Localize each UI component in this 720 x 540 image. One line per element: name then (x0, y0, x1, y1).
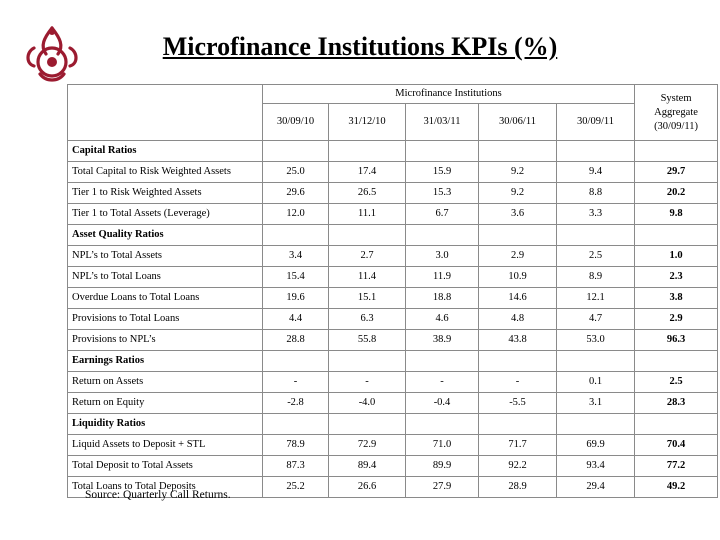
value-cell: 14.6 (479, 288, 557, 309)
table-row (68, 309, 718, 330)
value-cell: 55.8 (329, 330, 406, 351)
table-row (68, 456, 718, 477)
row-label: NPL’s to Total Assets (68, 246, 263, 267)
group-header-row (68, 85, 718, 104)
value-cell: 11.1 (329, 204, 406, 225)
section-empty-cell (635, 351, 718, 372)
section-empty-cell (406, 351, 479, 372)
aggregate-header-text: System Aggregate (30/09/11) (654, 92, 699, 132)
table-row (68, 162, 718, 183)
section-empty-cell (557, 141, 635, 162)
value-cell: 25.0 (263, 162, 329, 183)
page-title: Microfinance Institutions KPIs (%) (162, 32, 558, 61)
value-cell: 11.9 (406, 267, 479, 288)
value-cell: 15.4 (263, 267, 329, 288)
value-cell: 4.7 (557, 309, 635, 330)
value-cell: 71.0 (406, 435, 479, 456)
aggregate-cell: 70.4 (635, 435, 718, 456)
value-cell: 8.9 (557, 267, 635, 288)
table-row (68, 204, 718, 225)
section-empty-cell (263, 414, 329, 435)
row-label: Tier 1 to Total Assets (Leverage) (68, 204, 263, 225)
section-title: Liquidity Ratios (68, 414, 263, 435)
section-empty-cell (263, 141, 329, 162)
section-empty-cell (329, 351, 406, 372)
section-empty-cell (557, 414, 635, 435)
value-cell: 89.9 (406, 456, 479, 477)
value-cell: 25.2 (263, 477, 329, 498)
section-empty-cell (406, 141, 479, 162)
value-cell: 3.4 (263, 246, 329, 267)
value-cell: 18.8 (406, 288, 479, 309)
aggregate-cell: 2.3 (635, 267, 718, 288)
value-cell: 15.1 (329, 288, 406, 309)
aggregate-header (635, 85, 718, 141)
value-cell: 92.2 (479, 456, 557, 477)
value-cell: - (479, 372, 557, 393)
column-header: 30/09/11 (557, 104, 635, 141)
row-label: Overdue Loans to Total Loans (68, 288, 263, 309)
value-cell: -0.4 (406, 393, 479, 414)
value-cell: 4.4 (263, 309, 329, 330)
row-label: Provisions to NPL’s (68, 330, 263, 351)
value-cell: 4.8 (479, 309, 557, 330)
row-label: Total Capital to Risk Weighted Assets (68, 162, 263, 183)
group-header: Microfinance Institutions (263, 85, 635, 104)
section-empty-cell (479, 414, 557, 435)
column-header: 31/12/10 (329, 104, 406, 141)
value-cell: 4.6 (406, 309, 479, 330)
kpi-table (67, 84, 718, 498)
section-title: Asset Quality Ratios (68, 225, 263, 246)
section-row (68, 351, 718, 372)
section-empty-cell (635, 225, 718, 246)
aggregate-cell: 2.9 (635, 309, 718, 330)
value-cell: 87.3 (263, 456, 329, 477)
row-label: Return on Assets (68, 372, 263, 393)
row-label: NPL’s to Total Loans (68, 267, 263, 288)
value-cell: 10.9 (479, 267, 557, 288)
section-empty-cell (406, 414, 479, 435)
value-cell: 2.9 (479, 246, 557, 267)
column-header: 30/06/11 (479, 104, 557, 141)
section-empty-cell (406, 225, 479, 246)
row-label: Liquid Assets to Deposit + STL (68, 435, 263, 456)
value-cell: 12.0 (263, 204, 329, 225)
row-label: Tier 1 to Risk Weighted Assets (68, 183, 263, 204)
value-cell: 38.9 (406, 330, 479, 351)
value-cell: 3.6 (479, 204, 557, 225)
value-cell: 12.1 (557, 288, 635, 309)
row-label: Return on Equity (68, 393, 263, 414)
aggregate-cell: 3.8 (635, 288, 718, 309)
section-title: Capital Ratios (68, 141, 263, 162)
section-title: Earnings Ratios (68, 351, 263, 372)
value-cell: 3.1 (557, 393, 635, 414)
value-cell: 93.4 (557, 456, 635, 477)
value-cell: 29.6 (263, 183, 329, 204)
value-cell: 9.2 (479, 162, 557, 183)
section-empty-cell (329, 225, 406, 246)
value-cell: 53.0 (557, 330, 635, 351)
value-cell: 69.9 (557, 435, 635, 456)
section-empty-cell (479, 141, 557, 162)
value-cell: 6.7 (406, 204, 479, 225)
section-empty-cell (479, 225, 557, 246)
value-cell: 15.3 (406, 183, 479, 204)
section-empty-cell (329, 414, 406, 435)
section-empty-cell (557, 225, 635, 246)
aggregate-cell: 49.2 (635, 477, 718, 498)
section-empty-cell (263, 225, 329, 246)
row-label: Total Deposit to Total Assets (68, 456, 263, 477)
row-label: Provisions to Total Loans (68, 309, 263, 330)
value-cell: 78.9 (263, 435, 329, 456)
table-row (68, 372, 718, 393)
section-row (68, 414, 718, 435)
value-cell: 19.6 (263, 288, 329, 309)
header-blank-cell (68, 85, 263, 141)
column-header: 31/03/11 (406, 104, 479, 141)
value-cell: 11.4 (329, 267, 406, 288)
value-cell: 26.5 (329, 183, 406, 204)
value-cell: 27.9 (406, 477, 479, 498)
value-cell: 9.2 (479, 183, 557, 204)
section-empty-cell (635, 141, 718, 162)
section-empty-cell (635, 414, 718, 435)
aggregate-cell: 2.5 (635, 372, 718, 393)
value-cell: -5.5 (479, 393, 557, 414)
value-cell: -4.0 (329, 393, 406, 414)
value-cell: 2.7 (329, 246, 406, 267)
section-empty-cell (329, 141, 406, 162)
value-cell: 15.9 (406, 162, 479, 183)
value-cell: 43.8 (479, 330, 557, 351)
aggregate-cell: 9.8 (635, 204, 718, 225)
section-empty-cell (479, 351, 557, 372)
table-row (68, 330, 718, 351)
aggregate-cell: 1.0 (635, 246, 718, 267)
value-cell: 72.9 (329, 435, 406, 456)
aggregate-cell: 77.2 (635, 456, 718, 477)
value-cell: 9.4 (557, 162, 635, 183)
value-cell: -2.8 (263, 393, 329, 414)
table-row (68, 393, 718, 414)
column-header: 30/09/10 (263, 104, 329, 141)
aggregate-cell: 29.7 (635, 162, 718, 183)
value-cell: - (329, 372, 406, 393)
value-cell: 3.0 (406, 246, 479, 267)
aggregate-cell: 28.3 (635, 393, 718, 414)
value-cell: 28.8 (263, 330, 329, 351)
table-row (68, 288, 718, 309)
value-cell: 89.4 (329, 456, 406, 477)
value-cell: 26.6 (329, 477, 406, 498)
value-cell: 0.1 (557, 372, 635, 393)
value-cell: 2.5 (557, 246, 635, 267)
section-row (68, 141, 718, 162)
section-empty-cell (557, 351, 635, 372)
value-cell: 71.7 (479, 435, 557, 456)
table-row (68, 435, 718, 456)
table-row (68, 183, 718, 204)
row-label: Total Loans to Total Deposits (68, 477, 263, 498)
value-cell: 28.9 (479, 477, 557, 498)
aggregate-cell: 20.2 (635, 183, 718, 204)
value-cell: 3.3 (557, 204, 635, 225)
source-note: Source: Quarterly Call Returns. (85, 489, 231, 501)
value-cell: 8.8 (557, 183, 635, 204)
table-row (68, 267, 718, 288)
value-cell: 17.4 (329, 162, 406, 183)
value-cell: 6.3 (329, 309, 406, 330)
table-row (68, 246, 718, 267)
value-cell: - (263, 372, 329, 393)
aggregate-cell: 96.3 (635, 330, 718, 351)
value-cell: - (406, 372, 479, 393)
section-empty-cell (263, 351, 329, 372)
section-row (68, 225, 718, 246)
value-cell: 29.4 (557, 477, 635, 498)
